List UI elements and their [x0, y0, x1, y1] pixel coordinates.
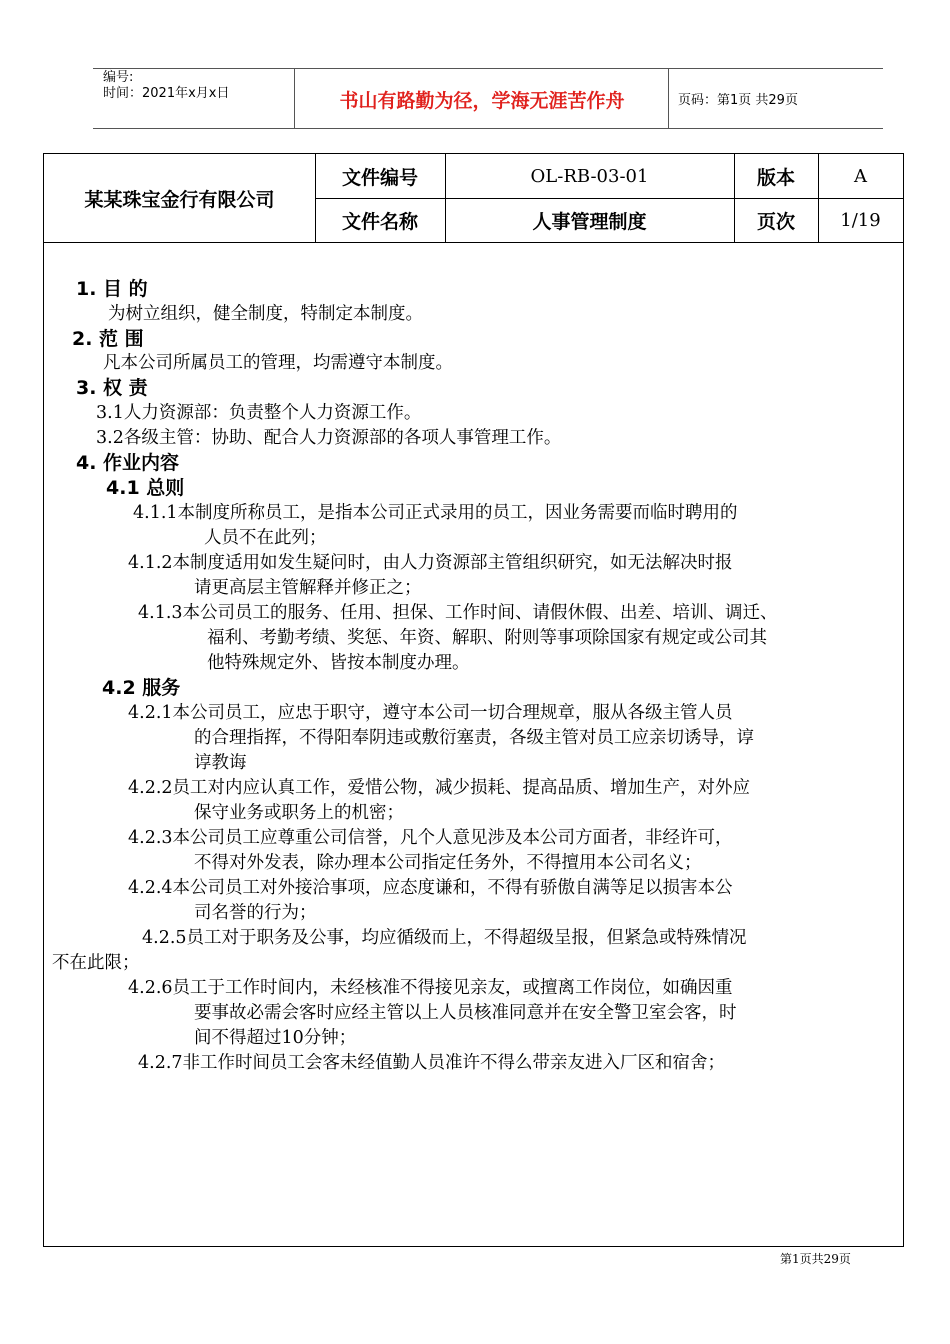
clause-4-1-1: 4.1.1本制度所称员工，是指本公司正式录用的员工，因业务需要而临时聘用的 — [133, 503, 738, 523]
file-name-label: 文件名称 — [341, 210, 418, 233]
clause-4-1-3-cont2: 他特殊规定外、皆按本制度办理。 — [207, 653, 470, 673]
clause-4-2-1-cont2: 谆教诲 — [194, 753, 247, 773]
clause-4-2-1-cont1: 的合理指挥，不得阳奉阴违或敷衍塞责，各级主管对员工应亲切诱导，谆 — [194, 728, 754, 748]
clause-4-1-3-cont1: 福利、考勤考绩、奖惩、年资、解职、附则等事项除国家有规定或公司其 — [207, 628, 767, 648]
clause-4-2-5-cont: 不在此限； — [52, 953, 140, 973]
version-label: 版本 — [756, 166, 795, 189]
header-motto: 书山有路勤为径，学海无涯苦作舟 — [339, 90, 625, 112]
clause-4-2-2-cont: 保守业务或职务上的机密； — [194, 803, 404, 823]
file-no-value: OL-RB-03-01 — [530, 165, 649, 187]
footer-page-info: 第1页共29页 — [780, 1252, 851, 1266]
section-2-text: 凡本公司所属员工的管理，均需遵守本制度。 — [103, 353, 453, 373]
clause-4-1-1-cont: 人员不在此列； — [204, 528, 327, 548]
section-4-1-title: 4.1 总则 — [106, 477, 185, 499]
version-value: A — [854, 165, 867, 187]
clause-4-2-5: 4.2.5员工对于职务及公事，均应循级而上，不得超级呈报，但紧急或特殊情况 — [142, 928, 747, 948]
header-page-info: 页码：第1页 共29页 — [678, 93, 798, 108]
header-top-rule — [93, 68, 883, 69]
header-divider-right — [668, 68, 669, 128]
clause-4-2-4: 4.2.4本公司员工对外接洽事项，应态度谦和，不得有骄傲自满等足以损害本公 — [128, 878, 733, 898]
header-time: 时间：2021年x月x日 — [103, 86, 230, 101]
section-4-title: 4. 作业内容 — [76, 452, 180, 474]
section-2-title: 2. 范 围 — [72, 328, 144, 350]
section-1-title: 1. 目 的 — [76, 278, 148, 300]
header-meta — [103, 70, 229, 102]
table-hline-bottom — [44, 242, 903, 243]
clause-4-2-3: 4.2.3本公司员工应尊重公司信誉，凡个人意见涉及本公司方面者，非经许可， — [128, 828, 733, 848]
header-bottom-rule — [93, 128, 883, 129]
section-3-1: 3.1人力资源部：负责整个人力资源工作。 — [96, 403, 422, 423]
clause-4-2-6: 4.2.6员工于工作时间内，未经核准不得接见亲友，或擅离工作岗位，如确因重 — [128, 978, 733, 998]
file-no-label: 文件编号 — [341, 166, 418, 189]
header-divider-left — [294, 68, 295, 128]
section-3-2: 3.2各级主管：协助、配合人力资源部的各项人事管理工作。 — [96, 428, 562, 448]
section-1-text: 为树立组织，健全制度，特制定本制度。 — [108, 304, 423, 324]
clause-4-2-4-cont: 司名誉的行为； — [194, 903, 317, 923]
clause-4-2-6-cont1: 要事故必需会客时应经主管以上人员核准同意并在安全警卫室会客，时 — [194, 1003, 737, 1023]
clause-4-2-2: 4.2.2员工对内应认真工作，爱惜公物，减少损耗、提高品质、增加生产，对外应 — [128, 778, 751, 798]
clause-4-1-2: 4.1.2本制度适用如发生疑问时，由人力资源部主管组织研究，如无法解决时报 — [128, 553, 733, 573]
clause-4-2-6-cont2: 间不得超过10分钟； — [194, 1028, 357, 1048]
clause-4-2-7: 4.2.7非工作时间员工会客未经值勤人员准许不得么带亲友进入厂区和宿舍； — [138, 1053, 726, 1073]
section-4-2-title: 4.2 服务 — [102, 677, 181, 699]
clause-4-1-2-cont: 请更高层主管解释并修正之； — [194, 578, 422, 598]
clause-4-2-1: 4.2.1本公司员工，应忠于职守，遵守本公司一切合理规章，服从各级主管人员 — [128, 703, 733, 723]
company-name: 某某珠宝金行有限公司 — [84, 188, 275, 211]
page-label: 页次 — [756, 210, 795, 233]
file-name-value: 人事管理制度 — [532, 210, 647, 233]
page-value: 1/19 — [840, 209, 881, 231]
section-3-title: 3. 权 责 — [76, 377, 148, 399]
header-code-label: 编号: — [103, 70, 134, 85]
clause-4-1-3: 4.1.3本公司员工的服务、任用、担保、工作时间、请假休假、出差、培训、调迁、 — [138, 603, 778, 623]
clause-4-2-3-cont: 不得对外发表，除办理本公司指定任务外，不得擅用本公司名义； — [194, 853, 702, 873]
